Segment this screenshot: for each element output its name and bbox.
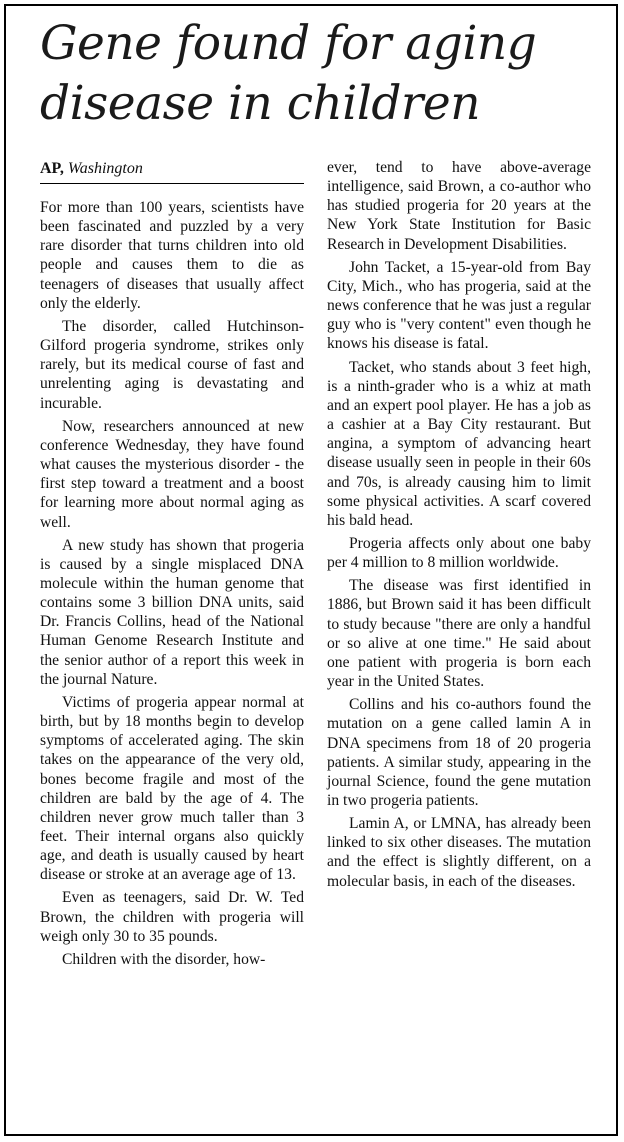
paragraph: The disease was first identified in 1886, but Brown said it has been difficult to study because "there are only a handful or so alive at one time." He said about one patient with progeria is born each year in the United States. xyxy=(327,577,591,691)
dateline-city: Washington xyxy=(67,160,143,177)
left-column xyxy=(40,158,304,973)
paragraph: Tacket, who stands about 3 feet high, is a ninth-grader who is a whiz at math and an expert pool player. He has a job as a cashier at a Bay City restaurant. But angina, a symptom of advancing heart disease usually seen in people in their 60s and 70s, is already causing him to limit some physical activities. A scarf covered his bald head. xyxy=(327,358,591,529)
paragraph: John Tacket, a 15-year-old from Bay City, Mich., who has progeria, said at the news conference that he was just a regular guy who is "very content" even though he knows his disease is fatal. xyxy=(327,258,591,353)
paragraph-continuation: ever, tend to have above-average intelligence, said Brown, a co-author who has studied progeria for 20 years at the New York State Institution for Basic Research in Development Disabilities. xyxy=(327,159,591,253)
paragraph: Now, researchers announced at new conference Wednesday, they have found what causes the mysterious disorder - the first step toward a treatment and a boost for learning more about normal aging as well. xyxy=(40,417,304,531)
dateline xyxy=(40,158,304,184)
right-column xyxy=(327,158,591,895)
paragraph: Progeria affects only about one baby per 4 million to 8 million worldwide. xyxy=(327,534,591,572)
paragraph: Lamin A, or LMNA, has already been linked to six other diseases. The mutation and the effect is slightly different, on a molecular basis, in each of the diseases. xyxy=(327,815,591,890)
paragraph: For more than 100 years, scientists have been fascinated and puzzled by a very rare disorder that turns children into old people and causes them to die as teenagers of diseases that usually affect only the elderly. xyxy=(40,199,304,312)
paragraph: Victims of progeria appear normal at birth, but by 18 months begin to develop symptoms of accelerated aging. The skin takes on the appearance of the very old, bones become fragile and most of the children are bald by the age of 4. The children never grow much taller than 3 feet. Their internal organs also quickly age, and death is usually caused by heart disease or stroke at an average age of 13. xyxy=(40,693,304,884)
paragraph: The disorder, called Hutchinson-Gilford progeria syndrome, strikes only rarely, but its medical course of fast and unrelenting aging is devastating and incurable. xyxy=(40,317,304,412)
dateline-agency: AP, xyxy=(40,160,64,177)
paragraph: A new study has shown that progeria is caused by a single misplaced DNA molecule within the human genome that contains some 3 billion DNA units, said Dr. Francis Collins, head of the National Human Genome Research Institute and the senior author of a report this week in the journal Nature. xyxy=(40,536,304,688)
paragraph: Children with the disorder, how- xyxy=(62,950,266,968)
paragraph: Collins and his co-authors found the mutation on a gene called lamin A in DNA specimens from 18 of 20 progeria patients. A similar study, appearing in the journal Science, found the gene mutation in two progeria patients. xyxy=(327,696,591,809)
headline: Gene found for aging disease in children xyxy=(40,16,537,131)
paragraph: Even as teenagers, said Dr. W. Ted Brown, the children with progeria will weigh only 30 to 35 pounds. xyxy=(40,889,304,945)
